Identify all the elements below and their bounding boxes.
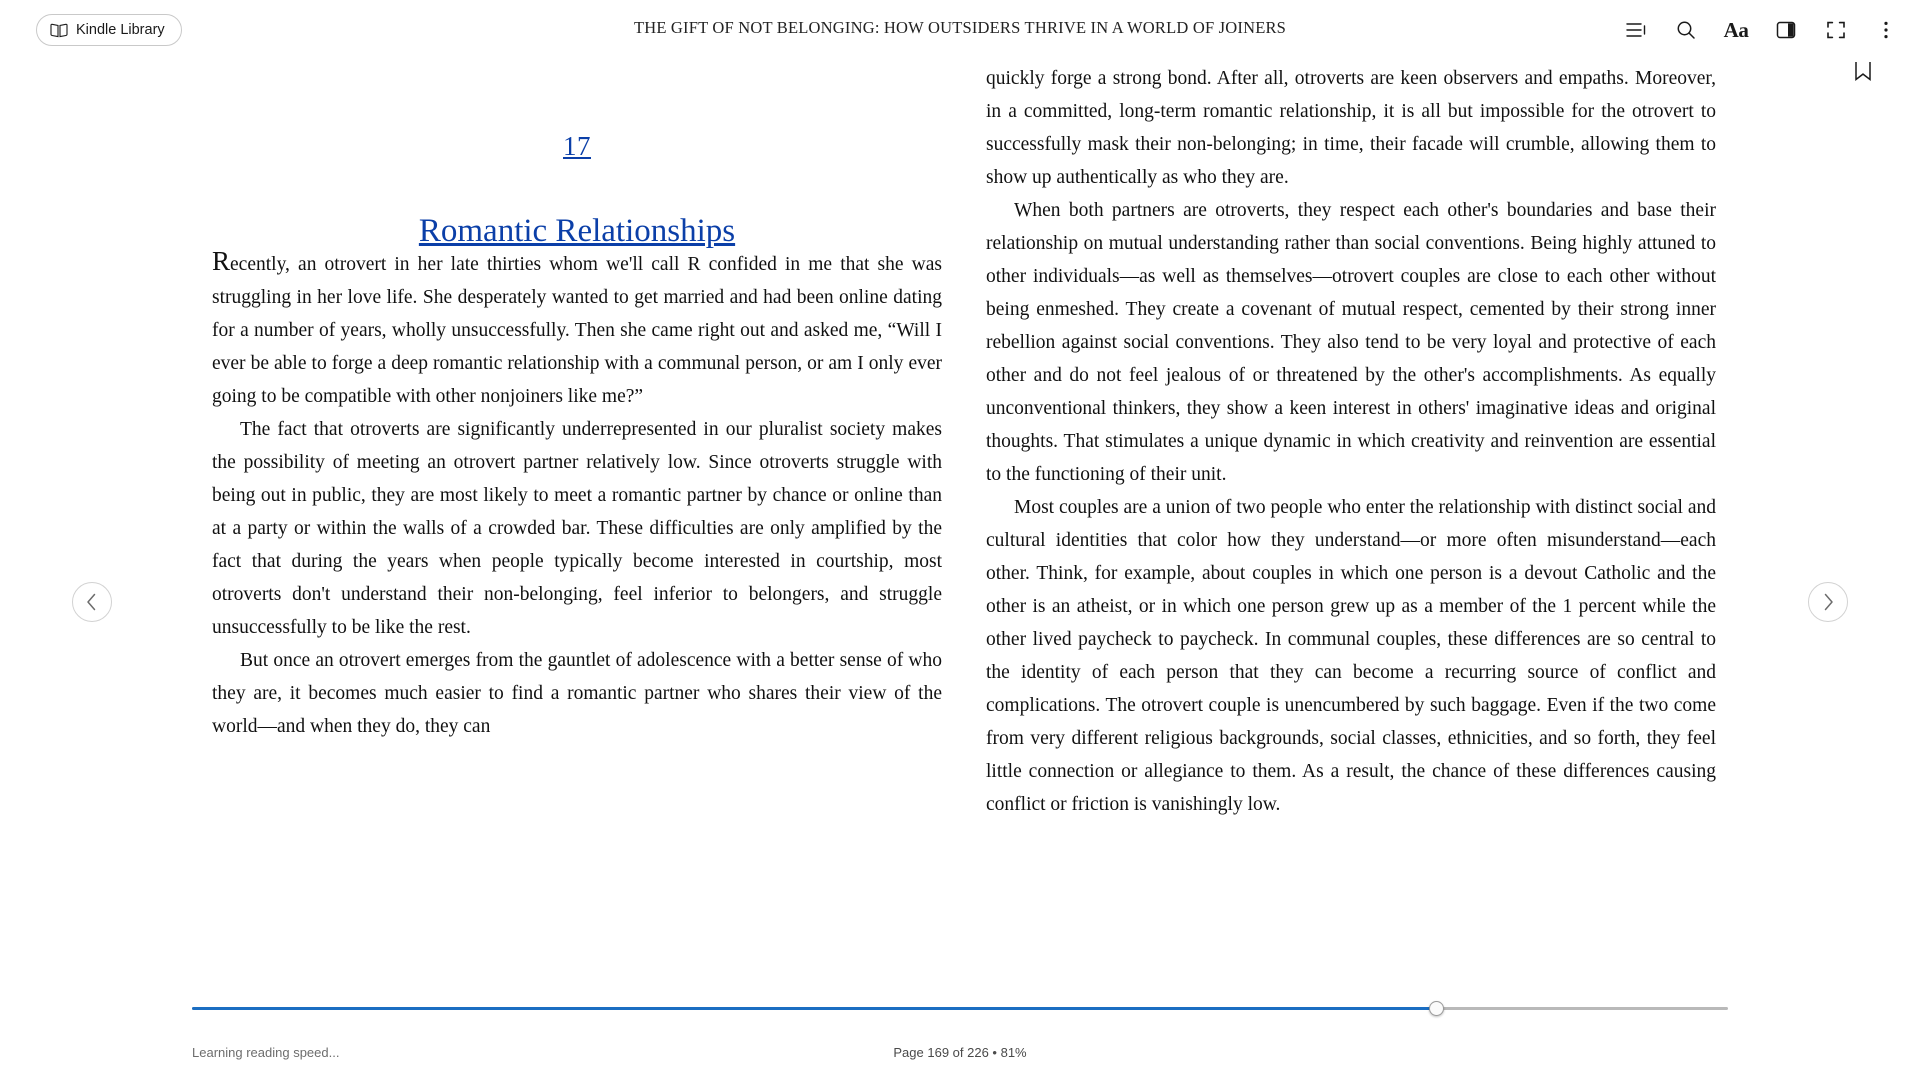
toc-icon[interactable]: [1622, 16, 1650, 44]
chapter-number: 17: [563, 131, 591, 161]
progress-fill: [192, 1007, 1436, 1010]
next-page-button[interactable]: [1808, 582, 1848, 622]
reader-view: [0, 62, 1920, 1002]
paragraph: The fact that otroverts are significantly underrepresented in our pluralist society makes the possibility of meeting an otrovert partner relatively low. Since otroverts struggle with being out in public, they are most likely to meet a romantic partner by chance or online than at a party or within the walls of a crowded bar. These difficulties are only amplified by the fact that during the years when people typically become interested in courtship, most otroverts don't understand their non-belonging, feel inferior to belongers, and struggle unsuccessfully to be like the rest.: [212, 419, 942, 638]
toolbar-icon-group: [1622, 12, 1900, 48]
more-vertical-icon[interactable]: [1872, 16, 1900, 44]
paragraph: Recently, an otrovert in her late thirties whom we'll call R confided in me that she was struggling in her love life. She desperately wanted to get married and had been online dating for a number of years, wholly unsuccessfully. Then she came right out and asked me, “Will I ever be able to forge a deep romantic relationship with a communal person, or am I only ever going to be compatible with other nonjoiners like me?”: [212, 246, 942, 407]
kindle-library-label: Kindle Library: [76, 21, 165, 38]
progress-knob[interactable]: [1429, 1001, 1444, 1016]
search-icon[interactable]: [1672, 16, 1700, 44]
sidebar-panel-icon[interactable]: [1772, 16, 1800, 44]
paragraph: Most couples are a union of two people who enter the relationship with distinct social and cultural identities that color how they understand—or more often misunderstand—each other. Think, for example, about couples in which one person is a devout Catholic and the other is an atheist, or in which one person grew up as a member of the 1 percent while the other lived paycheck to paycheck. In communal couples, these differences are so central to the identity of each person that they can become a recurring source of conflict and complications. The otrovert couple is unencumbered by such baggage. Even if the two come from very different religious backgrounds, social classes, ethnicities, and so forth, they feel little connection or allegiance to them. As a result, the chance of these differences causing conflict or friction is vanishingly low.: [986, 497, 1716, 815]
book-icon: [50, 23, 68, 38]
page-title: THE GIFT OF NOT BELONGING: HOW OUTSIDERS THRIVE IN A WORLD OF JOINERS: [633, 18, 1287, 37]
page-column-left: [212, 62, 942, 743]
paragraph: When both partners are otroverts, they respect each other's boundaries and base their relationship on mutual understanding rather than social conventions. Being highly attuned to other individuals—as well as themselves—otrovert couples are close to each other without being enmeshed. They create a covenant of mutual respect, cemented by their strong inner rebellion against social conventions. They also tend to be very loyal and protective of each other and do not feel jealous of or threatened by the other's accomplishments. As equally unconventional thinkers, they show a keen interest in others' imaginative ideas and original thoughts. That stimulates a unique dynamic in which creativity and reinvention are essential to the functioning of their unit.: [986, 200, 1716, 485]
paragraph: quickly forge a strong bond. After all, otroverts are keen observers and empaths. Moreover, in a committed, long-term romantic relationship, it is all but impossible for the otrovert to successfully mask their non-belonging; in time, their facade will crumble, allowing them to show up authentically as who they are.: [986, 68, 1716, 188]
font-size-icon[interactable]: Aa: [1723, 17, 1749, 42]
paragraph: But once an otrovert emerges from the gauntlet of adolescence with a better sense of who they are, it becomes much easier to find a romantic partner who shares their view of the world—and when they do, they can: [212, 650, 942, 737]
kindle-library-button[interactable]: [36, 14, 182, 46]
reading-speed-status: Learning reading speed...: [192, 1045, 340, 1060]
chapter-title: Romantic Relationships: [418, 213, 736, 249]
page-column-right: [986, 62, 1716, 821]
page-position-status: Page 169 of 226 • 81%: [893, 1045, 1027, 1060]
top-toolbar: [0, 0, 1920, 62]
reading-progress-slider[interactable]: [192, 998, 1728, 1018]
previous-page-button[interactable]: [72, 582, 112, 622]
fullscreen-icon[interactable]: [1822, 16, 1850, 44]
